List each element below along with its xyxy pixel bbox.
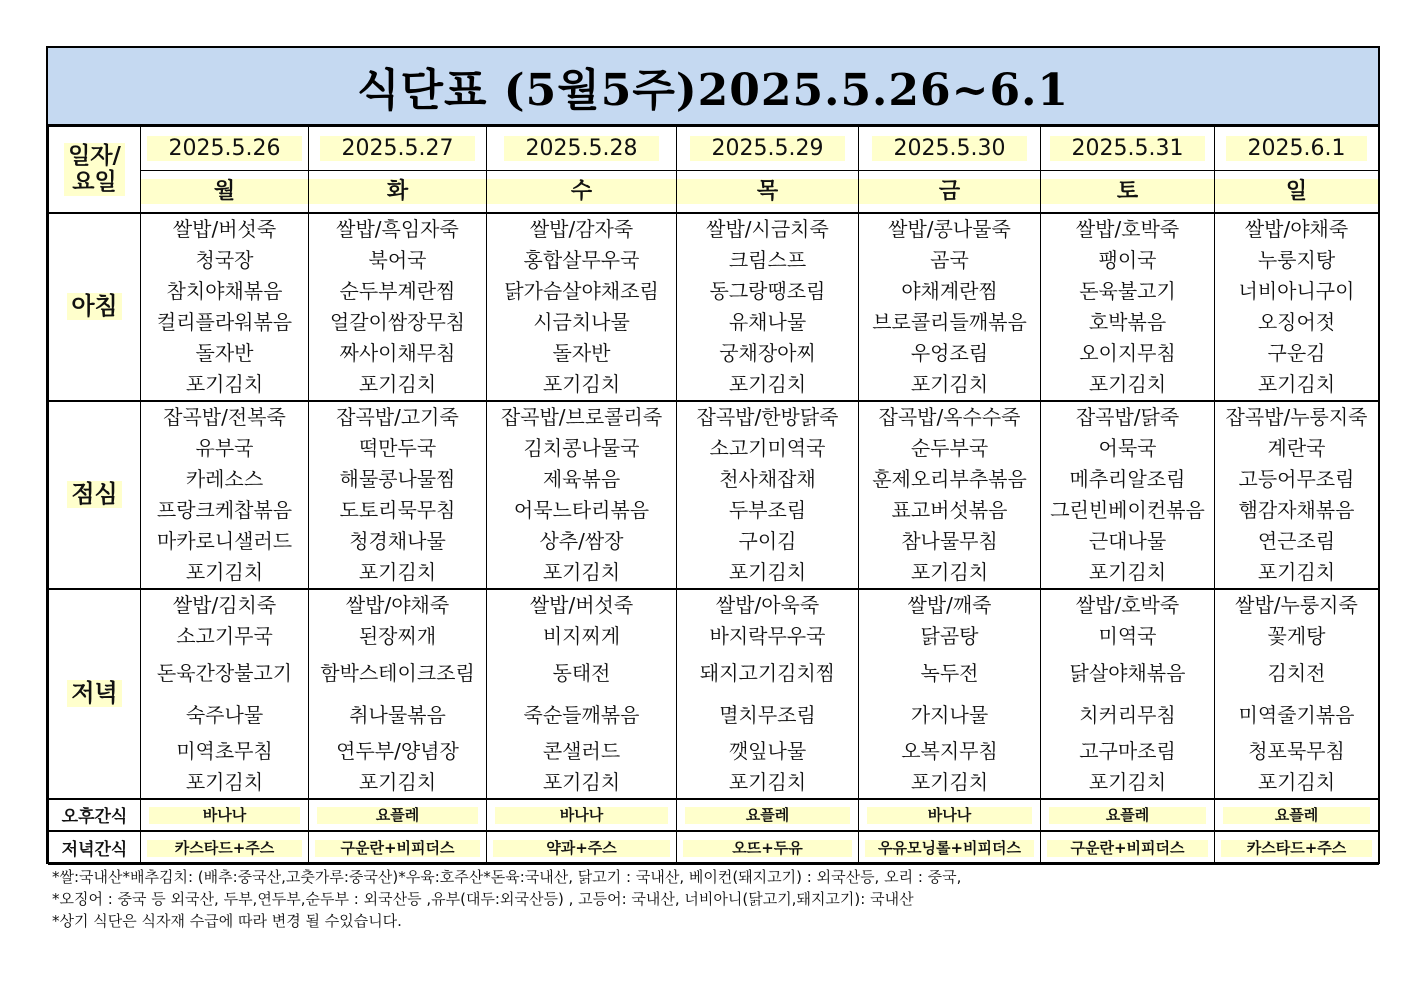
evening-snack-cell (141, 831, 309, 865)
lunch-menu-item: 구이김 (738, 528, 797, 553)
evening-snack: 우유모닝롤+비피더스 (865, 840, 1034, 857)
breakfast-menu-item: 홍합살무우국 (523, 247, 640, 272)
afternoon-snack-label: 오후간식 (61, 807, 128, 827)
dinner-menu-item: 쌀밥/누룽지죽 (1235, 592, 1358, 617)
breakfast-cell (1215, 213, 1379, 401)
weekday-label: 화 (309, 179, 486, 204)
afternoon-snack-cell (309, 799, 487, 831)
dinner-menu-item: 깻잎나물 (728, 738, 807, 763)
breakfast-menu-item: 구운김 (1267, 340, 1326, 365)
breakfast-cell (141, 213, 309, 401)
dinner-cell (677, 589, 859, 799)
afternoon-snack-label-cell (49, 799, 141, 831)
breakfast-menu-item: 오징어젓 (1257, 309, 1336, 334)
header-label-cell (49, 127, 141, 213)
dinner-menu-item: 포기김치 (728, 769, 807, 794)
lunch-menu-item: 햄감자채볶음 (1238, 497, 1355, 522)
lunch-menu-item: 그린빈베이컨볶음 (1050, 497, 1205, 522)
date-label: 2025.5.26 (147, 136, 303, 161)
dinner-menu-item: 쌀밥/깨죽 (907, 592, 992, 617)
breakfast-menu-item: 궁채장아찌 (719, 340, 816, 365)
date-label: 2025.5.30 (872, 136, 1028, 161)
date-cell (1215, 127, 1379, 171)
dinner-menu-item: 된장찌개 (358, 623, 437, 648)
breakfast-menu-item: 포기김치 (358, 371, 437, 396)
title-bar (48, 48, 1378, 126)
weekday-label: 일 (1215, 179, 1378, 204)
breakfast-menu-item: 쌀밥/버섯죽 (172, 216, 277, 241)
header-label-line2: 요일 (72, 169, 117, 196)
menu-table (48, 126, 1379, 865)
menu-sheet (46, 46, 1380, 864)
lunch-cell (677, 401, 859, 589)
dinner-cell (487, 589, 677, 799)
dinner-menu-item: 포기김치 (910, 769, 989, 794)
dinner-menu-item: 닭곰탕 (920, 623, 979, 648)
dinner-menu-item: 돼지고기김치찜 (699, 660, 836, 685)
breakfast-menu-item: 오이지무침 (1079, 340, 1176, 365)
afternoon-snack-cell (1041, 799, 1215, 831)
date-label: 2025.6.1 (1226, 136, 1368, 161)
afternoon-snack: 바나나 (149, 807, 300, 824)
breakfast-cell (309, 213, 487, 401)
weekday-label: 수 (487, 179, 676, 204)
dinner-menu-item: 바지락무우국 (709, 623, 826, 648)
date-label: 2025.5.27 (320, 136, 476, 161)
lunch-menu-item: 잡곡밥/닭죽 (1075, 404, 1180, 429)
lunch-menu-item: 유부국 (195, 435, 254, 460)
afternoon-snack: 요플레 (685, 807, 850, 824)
dinner-menu-item: 오복지무침 (901, 738, 998, 763)
date-label: 2025.5.28 (504, 136, 660, 161)
lunch-menu-item: 포기김치 (1257, 559, 1336, 584)
dinner-menu-item: 포기김치 (1257, 769, 1336, 794)
breakfast-menu-item: 포기김치 (542, 371, 621, 396)
lunch-menu-item: 프랑크케찹볶음 (156, 497, 293, 522)
afternoon-snack-cell (1215, 799, 1379, 831)
breakfast-label: 아침 (67, 293, 121, 321)
lunch-menu-item: 순두부국 (910, 435, 989, 460)
breakfast-menu-item: 닭가슴살야채조림 (504, 278, 659, 303)
evening-snack: 약과+주스 (493, 840, 670, 857)
dinner-menu-item: 숙주나물 (185, 702, 264, 727)
breakfast-menu-item: 포기김치 (1088, 371, 1167, 396)
weekday-cell (487, 171, 677, 213)
breakfast-cell (487, 213, 677, 401)
dinner-cell (141, 589, 309, 799)
afternoon-snack-cell (141, 799, 309, 831)
breakfast-menu-item: 곰국 (930, 247, 969, 272)
dinner-cell (309, 589, 487, 799)
breakfast-menu-item: 쌀밥/시금치죽 (706, 216, 829, 241)
lunch-menu-item: 고등어무조림 (1238, 466, 1355, 491)
weekday-cell (309, 171, 487, 213)
lunch-menu-item: 김치콩나물국 (523, 435, 640, 460)
date-cell (1041, 127, 1215, 171)
lunch-menu-item: 도토리묵무침 (339, 497, 456, 522)
lunch-menu-item: 잡곡밥/옥수수죽 (878, 404, 1021, 429)
breakfast-menu-item: 동그랑땡조림 (709, 278, 826, 303)
evening-snack-cell (309, 831, 487, 865)
weekday-cell (677, 171, 859, 213)
breakfast-cell (1041, 213, 1215, 401)
date-cell (309, 127, 487, 171)
dinner-menu-item: 쌀밥/버섯죽 (529, 592, 634, 617)
dinner-menu-item: 미역초무침 (176, 738, 273, 763)
lunch-menu-item: 포기김치 (1088, 559, 1167, 584)
evening-snack: 카스타드+주스 (1221, 840, 1372, 857)
dinner-menu-item: 동태전 (552, 660, 611, 685)
dinner-menu-item: 죽순들깨볶음 (523, 702, 640, 727)
breakfast-menu-item: 팽이국 (1098, 247, 1157, 272)
evening-snack: 오뜨+두유 (683, 840, 852, 857)
lunch-label-cell (49, 401, 141, 589)
evening-snack-cell (859, 831, 1041, 865)
dinner-menu-item: 미역국 (1098, 623, 1157, 648)
weekday-label: 월 (141, 179, 308, 204)
lunch-menu-item: 해물콩나물찜 (339, 466, 456, 491)
lunch-menu-item: 잡곡밥/한방닭죽 (696, 404, 839, 429)
dinner-menu-item: 꽃게탕 (1267, 623, 1326, 648)
lunch-menu-item: 잡곡밥/브로콜리죽 (500, 404, 663, 429)
lunch-menu-item: 포기김치 (728, 559, 807, 584)
breakfast-menu-item: 호박볶음 (1088, 309, 1167, 334)
lunch-menu-item: 두부조림 (728, 497, 807, 522)
lunch-menu-item: 포기김치 (185, 559, 264, 584)
lunch-menu-item: 어묵국 (1098, 435, 1157, 460)
breakfast-menu-item: 쌀밥/야채죽 (1244, 216, 1349, 241)
lunch-menu-item: 참나물무침 (901, 528, 998, 553)
breakfast-cell (677, 213, 859, 401)
breakfast-menu-item: 포기김치 (910, 371, 989, 396)
lunch-cell (309, 401, 487, 589)
breakfast-menu-item: 포기김치 (185, 371, 264, 396)
breakfast-menu-item: 누룽지탕 (1257, 247, 1336, 272)
dinner-menu-item: 치커리무침 (1079, 702, 1176, 727)
lunch-menu-item: 근대나물 (1088, 528, 1167, 553)
date-label: 2025.5.29 (690, 136, 846, 161)
breakfast-menu-item: 돌자반 (552, 340, 611, 365)
breakfast-menu-item: 야채계란찜 (901, 278, 998, 303)
lunch-cell (141, 401, 309, 589)
lunch-menu-item: 잡곡밥/누룽지죽 (1225, 404, 1368, 429)
footnotes (52, 866, 1382, 932)
lunch-menu-item: 청경채나물 (349, 528, 446, 553)
dinner-menu-item: 고구마조림 (1079, 738, 1176, 763)
breakfast-menu-item: 순두부계란찜 (339, 278, 456, 303)
date-cell (487, 127, 677, 171)
breakfast-menu-item: 유채나물 (728, 309, 807, 334)
weekday-cell (1041, 171, 1215, 213)
evening-snack-cell (677, 831, 859, 865)
date-label: 2025.5.31 (1050, 136, 1206, 161)
breakfast-menu-item: 돈육불고기 (1079, 278, 1176, 303)
breakfast-menu-item: 참치야채볶음 (166, 278, 283, 303)
lunch-menu-item: 어묵느타리볶음 (513, 497, 650, 522)
breakfast-menu-item: 돌자반 (195, 340, 254, 365)
lunch-menu-item: 소고기미역국 (709, 435, 826, 460)
weekday-cell (859, 171, 1041, 213)
dinner-cell (1215, 589, 1379, 799)
lunch-menu-item: 제육볶음 (542, 466, 621, 491)
dinner-label-cell (49, 589, 141, 799)
footnote-line: *오징어 : 중국 등 외국산, 두부,연두부,순두부 : 외국산등 ,유부(대두:외국산등) , 고등어: 국내산, 너비아니(닭고기,돼지고기): 국내산 (52, 890, 914, 908)
weekday-label: 목 (677, 179, 858, 204)
footnote-line: *상기 식단은 식자재 수급에 따라 변경 될 수있습니다. (52, 912, 402, 930)
afternoon-snack: 요플레 (317, 807, 478, 824)
breakfast-menu-item: 포기김치 (728, 371, 807, 396)
dinner-menu-item: 녹두전 (920, 660, 979, 685)
lunch-menu-item: 표고버섯볶음 (891, 497, 1008, 522)
page-title: 식단표 (5월5주)2025.5.26~6.1 (356, 65, 1070, 116)
dinner-menu-item: 취나물볶음 (349, 702, 446, 727)
dinner-menu-item: 미역줄기볶음 (1238, 702, 1355, 727)
afternoon-snack: 바나나 (495, 807, 668, 824)
lunch-cell (1215, 401, 1379, 589)
dinner-menu-item: 돈육간장불고기 (156, 660, 293, 685)
lunch-label: 점심 (67, 481, 121, 509)
breakfast-menu-item: 컬리플라워볶음 (156, 309, 293, 334)
breakfast-cell (859, 213, 1041, 401)
afternoon-snack-cell (859, 799, 1041, 831)
weekday-label: 토 (1041, 179, 1214, 204)
dinner-menu-item: 멸치무조림 (719, 702, 816, 727)
evening-snack: 카스타드+주스 (147, 840, 302, 857)
breakfast-menu-item: 쌀밥/콩나물죽 (888, 216, 1011, 241)
breakfast-menu-item: 크림스프 (728, 247, 807, 272)
breakfast-menu-item: 너비아니구이 (1238, 278, 1355, 303)
evening-snack: 구운란+비피더스 (315, 840, 480, 857)
evening-snack-label: 저녁간식 (61, 840, 128, 861)
afternoon-snack: 요플레 (1049, 807, 1206, 824)
lunch-menu-item: 잡곡밥/고기죽 (336, 404, 459, 429)
weekday-cell (1215, 171, 1379, 213)
evening-snack: 구운란+비피더스 (1047, 840, 1208, 857)
date-cell (677, 127, 859, 171)
dinner-menu-item: 쌀밥/아욱죽 (715, 592, 820, 617)
dinner-menu-item: 비지찌게 (542, 623, 621, 648)
breakfast-menu-item: 우엉조림 (910, 340, 989, 365)
afternoon-snack: 요플레 (1223, 807, 1370, 824)
breakfast-menu-item: 쌀밥/호박죽 (1075, 216, 1180, 241)
breakfast-menu-item: 얼갈이쌈장무침 (329, 309, 466, 334)
afternoon-snack-cell (677, 799, 859, 831)
breakfast-menu-item: 시금치나물 (533, 309, 630, 334)
dinner-menu-item: 쌀밥/호박죽 (1075, 592, 1180, 617)
weekday-cell (141, 171, 309, 213)
evening-snack-cell (1215, 831, 1379, 865)
breakfast-menu-item: 청국장 (195, 247, 254, 272)
breakfast-menu-item: 포기김치 (1257, 371, 1336, 396)
breakfast-label-cell (49, 213, 141, 401)
lunch-menu-item: 메추리알조림 (1069, 466, 1186, 491)
lunch-menu-item: 포기김치 (542, 559, 621, 584)
lunch-menu-item: 훈제오리부추볶음 (872, 466, 1027, 491)
weekday-label: 금 (859, 179, 1040, 204)
evening-snack-label-cell (49, 831, 141, 865)
evening-snack-cell (487, 831, 677, 865)
dinner-label: 저녁 (67, 680, 121, 708)
lunch-menu-item: 계란국 (1267, 435, 1326, 460)
breakfast-menu-item: 북어국 (368, 247, 427, 272)
lunch-menu-item: 잡곡밥/전복죽 (163, 404, 286, 429)
footnote-line: *쌀:국내산*배추김치: (배추:중국산,고춧가루:중국산)*우육:호주산*돈육:국내산, 닭고기 : 국내산, 베이컨(돼지고기) : 외국산등, 오리 : 중국, (52, 868, 962, 886)
breakfast-menu-item: 쌀밥/감자죽 (529, 216, 634, 241)
dinner-menu-item: 연두부/양념장 (336, 738, 459, 763)
lunch-menu-item: 포기김치 (910, 559, 989, 584)
lunch-menu-item: 떡만두국 (358, 435, 437, 460)
dinner-menu-item: 소고기무국 (176, 623, 273, 648)
afternoon-snack: 바나나 (867, 807, 1032, 824)
lunch-menu-item: 상추/쌈장 (539, 528, 624, 553)
lunch-cell (1041, 401, 1215, 589)
dinner-cell (1041, 589, 1215, 799)
header-label-line1: 일자/ (68, 142, 121, 169)
lunch-menu-item: 마카로니샐러드 (156, 528, 293, 553)
breakfast-menu-item: 짜사이채무침 (339, 340, 456, 365)
lunch-menu-item: 포기김치 (358, 559, 437, 584)
dinner-menu-item: 함박스테이크조림 (320, 660, 475, 685)
lunch-cell (487, 401, 677, 589)
dinner-menu-item: 쌀밥/김치죽 (172, 592, 277, 617)
breakfast-menu-item: 브로콜리들깨볶음 (872, 309, 1027, 334)
dinner-menu-item: 포기김치 (1088, 769, 1167, 794)
lunch-cell (859, 401, 1041, 589)
dinner-menu-item: 가지나물 (910, 702, 989, 727)
date-cell (141, 127, 309, 171)
date-cell (859, 127, 1041, 171)
lunch-menu-item: 천사채잡채 (719, 466, 816, 491)
lunch-menu-item: 카레소스 (185, 466, 264, 491)
afternoon-snack-cell (487, 799, 677, 831)
dinner-menu-item: 포기김치 (185, 769, 264, 794)
lunch-menu-item: 연근조림 (1257, 528, 1336, 553)
dinner-menu-item: 김치전 (1267, 660, 1326, 685)
breakfast-menu-item: 쌀밥/흑임자죽 (336, 216, 459, 241)
dinner-menu-item: 쌀밥/야채죽 (345, 592, 450, 617)
dinner-menu-item: 포기김치 (542, 769, 621, 794)
dinner-cell (859, 589, 1041, 799)
dinner-menu-item: 닭살야채볶음 (1069, 660, 1186, 685)
dinner-menu-item: 포기김치 (358, 769, 437, 794)
evening-snack-cell (1041, 831, 1215, 865)
dinner-menu-item: 콘샐러드 (542, 738, 621, 763)
dinner-menu-item: 청포묵무침 (1248, 738, 1345, 763)
